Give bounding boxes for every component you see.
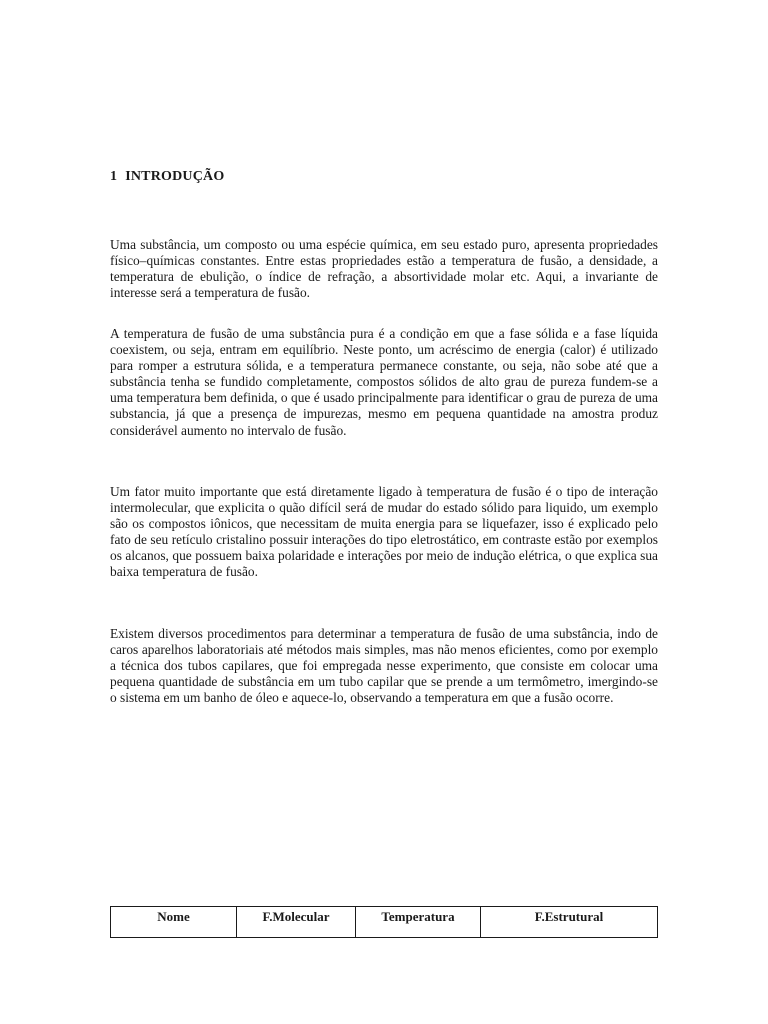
header-temperatura: Temperatura bbox=[356, 907, 481, 938]
header-formula-molecular: F.Molecular bbox=[237, 907, 356, 938]
paragraph-2: A temperatura de fusão de uma substância pura é a condição em que a fase sólida e a fase líquida coexistem, ou seja, entram em equilíbrio. Neste ponto, um acréscimo de energia (calor) é utilizado para romper a estrutura sólida, e a temperatura permanece constante, ou seja, não sobe até que a substância tenha se fundido completamente, compostos sólidos de alto grau de pureza fundem-se a uma temperatura bem definida, o que é usado principalmente para identificar o grau de pureza de uma substancia, já que a presença de impurezas, mesmo em pequena quantidade na amostra produz considerável aumento no intervalo de fusão. bbox=[110, 326, 658, 438]
paragraph-4: Existem diversos procedimentos para determinar a temperatura de fusão de uma substância, indo de caros aparelhos laboratoriais até métodos mais simples, mas não menos eficientes, como por exemplo a técnica dos tubos capilares, que foi empregada nesse experimento, que consiste em colocar uma pequena quantidade de substância em um tubo capilar que se prende a um termômetro, imergindo-se o sistema em um banho de óleo e aquece-lo, observando a temperatura em que a fusão ocorre. bbox=[110, 626, 658, 706]
section-heading bbox=[110, 169, 224, 185]
section-number: 1 bbox=[110, 169, 118, 184]
section-title: INTRODUÇÃO bbox=[125, 169, 225, 184]
substance-table bbox=[110, 906, 658, 938]
table-header-row bbox=[111, 907, 658, 938]
paragraph-3: Um fator muito importante que está diretamente ligado à temperatura de fusão é o tipo de interação intermolecular, que explicita o quão difícil será de mudar do estado sólido para liquido, um exemplo são os compostos iônicos, que necessitam de muita energia para se liquefazer, isso é explicado pelo fato de seu retículo cristalino possuir interações do tipo eletrostático, em contraste estão por exemplos os alcanos, que possuem baixa polaridade e interações por meio de indução elétrica, o que explica sua baixa temperatura de fusão. bbox=[110, 484, 658, 580]
paragraph-1: Uma substância, um composto ou uma espécie química, em seu estado puro, apresenta propriedades físico–químicas constantes. Entre estas propriedades estão a temperatura de fusão, a densidade, a temperatura de ebulição, o índice de refração, a absortividade molar etc. Aqui, a invariante de interesse será a temperatura de fusão. bbox=[110, 237, 658, 301]
header-nome: Nome bbox=[111, 907, 237, 938]
header-formula-estrutural: F.Estrutural bbox=[481, 907, 658, 938]
